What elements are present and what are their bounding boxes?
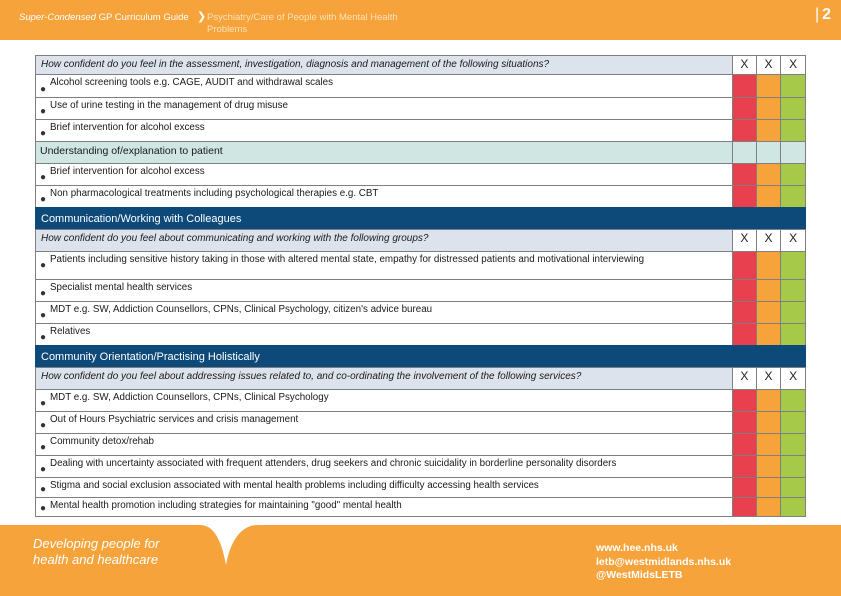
subheading-cell xyxy=(732,141,757,163)
table-row xyxy=(35,455,806,477)
rating-green[interactable] xyxy=(781,455,806,477)
competency-table xyxy=(35,55,806,517)
section-heading: Community Orientation/Practising Holistically xyxy=(35,345,806,367)
rating-red[interactable] xyxy=(732,389,757,411)
mark-green-header: X xyxy=(781,55,806,74)
subheading-text: Understanding of/explanation to patient xyxy=(35,141,732,163)
page-divider: | xyxy=(814,6,820,23)
subheading-cell xyxy=(781,141,806,163)
rating-red[interactable] xyxy=(732,119,757,141)
table-row xyxy=(35,163,806,185)
bullet-icon: ● xyxy=(40,503,47,514)
question-row xyxy=(35,367,806,389)
twitter-link[interactable]: @WestMidsLETB xyxy=(596,569,683,581)
rating-green[interactable] xyxy=(781,279,806,301)
rating-amber[interactable] xyxy=(757,119,782,141)
rating-amber[interactable] xyxy=(757,185,782,207)
rating-green[interactable] xyxy=(781,323,806,345)
rating-red[interactable] xyxy=(732,301,757,323)
bullet-icon: ● xyxy=(40,172,47,183)
mark-amber-header: X xyxy=(757,367,782,389)
rating-amber[interactable] xyxy=(757,163,782,185)
rating-green[interactable] xyxy=(781,74,806,97)
rating-red[interactable] xyxy=(732,279,757,301)
rating-green[interactable] xyxy=(781,119,806,141)
bullet-icon: ● xyxy=(40,464,47,475)
rating-green[interactable] xyxy=(781,389,806,411)
item-text: Alcohol screening tools e.g. CAGE, AUDIT and withdrawal scales xyxy=(50,77,333,88)
item-text: MDT e.g. SW, Addiction Counsellors, CPNs, Clinical Psychology, citizen's advice bureau xyxy=(50,304,433,315)
guide-title xyxy=(19,12,189,24)
rating-green[interactable] xyxy=(781,251,806,279)
rating-amber[interactable] xyxy=(757,97,782,119)
rating-amber[interactable] xyxy=(757,301,782,323)
rating-green[interactable] xyxy=(781,477,806,497)
table-row xyxy=(35,185,806,207)
rating-amber[interactable] xyxy=(757,477,782,497)
bullet-icon: ● xyxy=(40,106,47,117)
table-row xyxy=(35,279,806,301)
rating-amber[interactable] xyxy=(757,74,782,97)
item-text: Brief intervention for alcohol excess xyxy=(50,166,205,177)
question-row xyxy=(35,229,806,251)
email-link[interactable]: letb@westmidlands.nhs.uk xyxy=(596,555,732,568)
table-row xyxy=(35,301,806,323)
page-number xyxy=(815,6,831,24)
bullet-icon: ● xyxy=(40,484,47,495)
rating-red[interactable] xyxy=(732,185,757,207)
rating-amber[interactable] xyxy=(757,279,782,301)
page-header xyxy=(0,0,841,40)
bullet-icon: ● xyxy=(40,288,47,299)
rating-red[interactable] xyxy=(732,477,757,497)
bullet-icon: ● xyxy=(40,194,47,205)
table-row xyxy=(35,477,806,497)
bullet-icon: ● xyxy=(40,128,47,139)
rating-red[interactable] xyxy=(732,497,757,517)
section-title: Psychiatry/Care of People with Mental Health Problems xyxy=(207,12,398,35)
bullet-icon: ● xyxy=(40,420,47,431)
table-row xyxy=(35,97,806,119)
section-heading: Communication/Working with Colleagues xyxy=(35,207,806,229)
item-text: Community detox/rehab xyxy=(50,436,155,447)
item-text: Stigma and social exclusion associated with mental health problems including difficulty accessing health services xyxy=(50,480,539,491)
table-row xyxy=(35,411,806,433)
item-text: Out of Hours Psychiatric services and crisis management xyxy=(50,414,299,425)
website-link[interactable]: www.hee.nhs.uk xyxy=(596,542,678,554)
rating-green[interactable] xyxy=(781,411,806,433)
table-row xyxy=(35,74,806,97)
item-text: Relatives xyxy=(50,326,91,337)
item-text: Brief intervention for alcohol excess xyxy=(50,122,205,133)
item-text: MDT e.g. SW, Addiction Counsellors, CPNs, Clinical Psychology xyxy=(50,392,329,403)
rating-amber[interactable] xyxy=(757,497,782,517)
rating-red[interactable] xyxy=(732,74,757,97)
mark-green-header: X xyxy=(781,367,806,389)
mark-red-header: X xyxy=(732,367,757,389)
rating-green[interactable] xyxy=(781,185,806,207)
question-row xyxy=(35,55,806,74)
rating-red[interactable] xyxy=(732,411,757,433)
rating-amber[interactable] xyxy=(757,455,782,477)
item-text: Mental health promotion including strategies for maintaining "good" mental health xyxy=(50,500,402,511)
rating-green[interactable] xyxy=(781,301,806,323)
bullet-icon: ● xyxy=(40,84,47,95)
mark-red-header: X xyxy=(732,55,757,74)
item-text: Patients including sensitive history taking in those with altered mental state, empathy for distressed patients and motivational interviewing xyxy=(50,254,645,265)
rating-green[interactable] xyxy=(781,433,806,455)
bullet-icon: ● xyxy=(40,332,47,343)
rating-red[interactable] xyxy=(732,323,757,345)
subheading-cell xyxy=(757,141,782,163)
rating-amber[interactable] xyxy=(757,411,782,433)
page-footer xyxy=(0,525,841,596)
guide-title-italic: Super-Condensed xyxy=(19,12,96,23)
table-row xyxy=(35,433,806,455)
rating-red[interactable] xyxy=(732,251,757,279)
mark-red-header: X xyxy=(732,229,757,251)
rating-green[interactable] xyxy=(781,163,806,185)
table-row xyxy=(35,389,806,411)
question-text: How confident do you feel about communicating and working with the following groups? xyxy=(35,229,732,251)
rating-green[interactable] xyxy=(781,97,806,119)
mark-amber-header: X xyxy=(757,55,782,74)
bullet-icon: ● xyxy=(40,442,47,453)
bullet-icon: ● xyxy=(40,310,47,321)
footer-tagline: Developing people for health and healthcare xyxy=(33,536,160,567)
guide-title-rest: GP Curriculum Guide xyxy=(95,12,189,23)
rating-red[interactable] xyxy=(732,163,757,185)
item-text: Specialist mental health services xyxy=(50,282,193,293)
rating-amber[interactable] xyxy=(757,251,782,279)
table-row xyxy=(35,323,806,345)
rating-amber[interactable] xyxy=(757,433,782,455)
page-number-value: 2 xyxy=(822,6,831,23)
item-text: Use of urine testing in the management of drug misuse xyxy=(50,100,288,111)
bullet-icon: ● xyxy=(40,398,47,409)
rating-red[interactable] xyxy=(732,97,757,119)
rating-amber[interactable] xyxy=(757,389,782,411)
section-breadcrumb xyxy=(197,12,427,36)
question-text: How confident do you feel about addressing issues related to, and co-ordinating the involvement of the following services? xyxy=(35,367,732,389)
table-row xyxy=(35,251,806,279)
subheading-row xyxy=(35,141,806,163)
rating-amber[interactable] xyxy=(757,323,782,345)
rating-red[interactable] xyxy=(732,455,757,477)
mark-amber-header: X xyxy=(757,229,782,251)
table-row xyxy=(35,497,806,517)
question-text: How confident do you feel in the assessment, investigation, diagnosis and management of the following situations? xyxy=(35,55,732,74)
footer-contact xyxy=(596,542,731,583)
item-text: Non pharmacological treatments including psychological therapies e.g. CBT xyxy=(50,188,379,199)
bullet-icon: ● xyxy=(40,260,47,271)
rating-green[interactable] xyxy=(781,497,806,517)
rating-red[interactable] xyxy=(732,433,757,455)
chevron-right-icon: ❯ xyxy=(197,11,207,23)
mark-green-header: X xyxy=(781,229,806,251)
table-row xyxy=(35,119,806,141)
item-text: Dealing with uncertainty associated with frequent attenders, drug seekers and chronic suicidality in borderline personality disorders xyxy=(50,458,617,469)
